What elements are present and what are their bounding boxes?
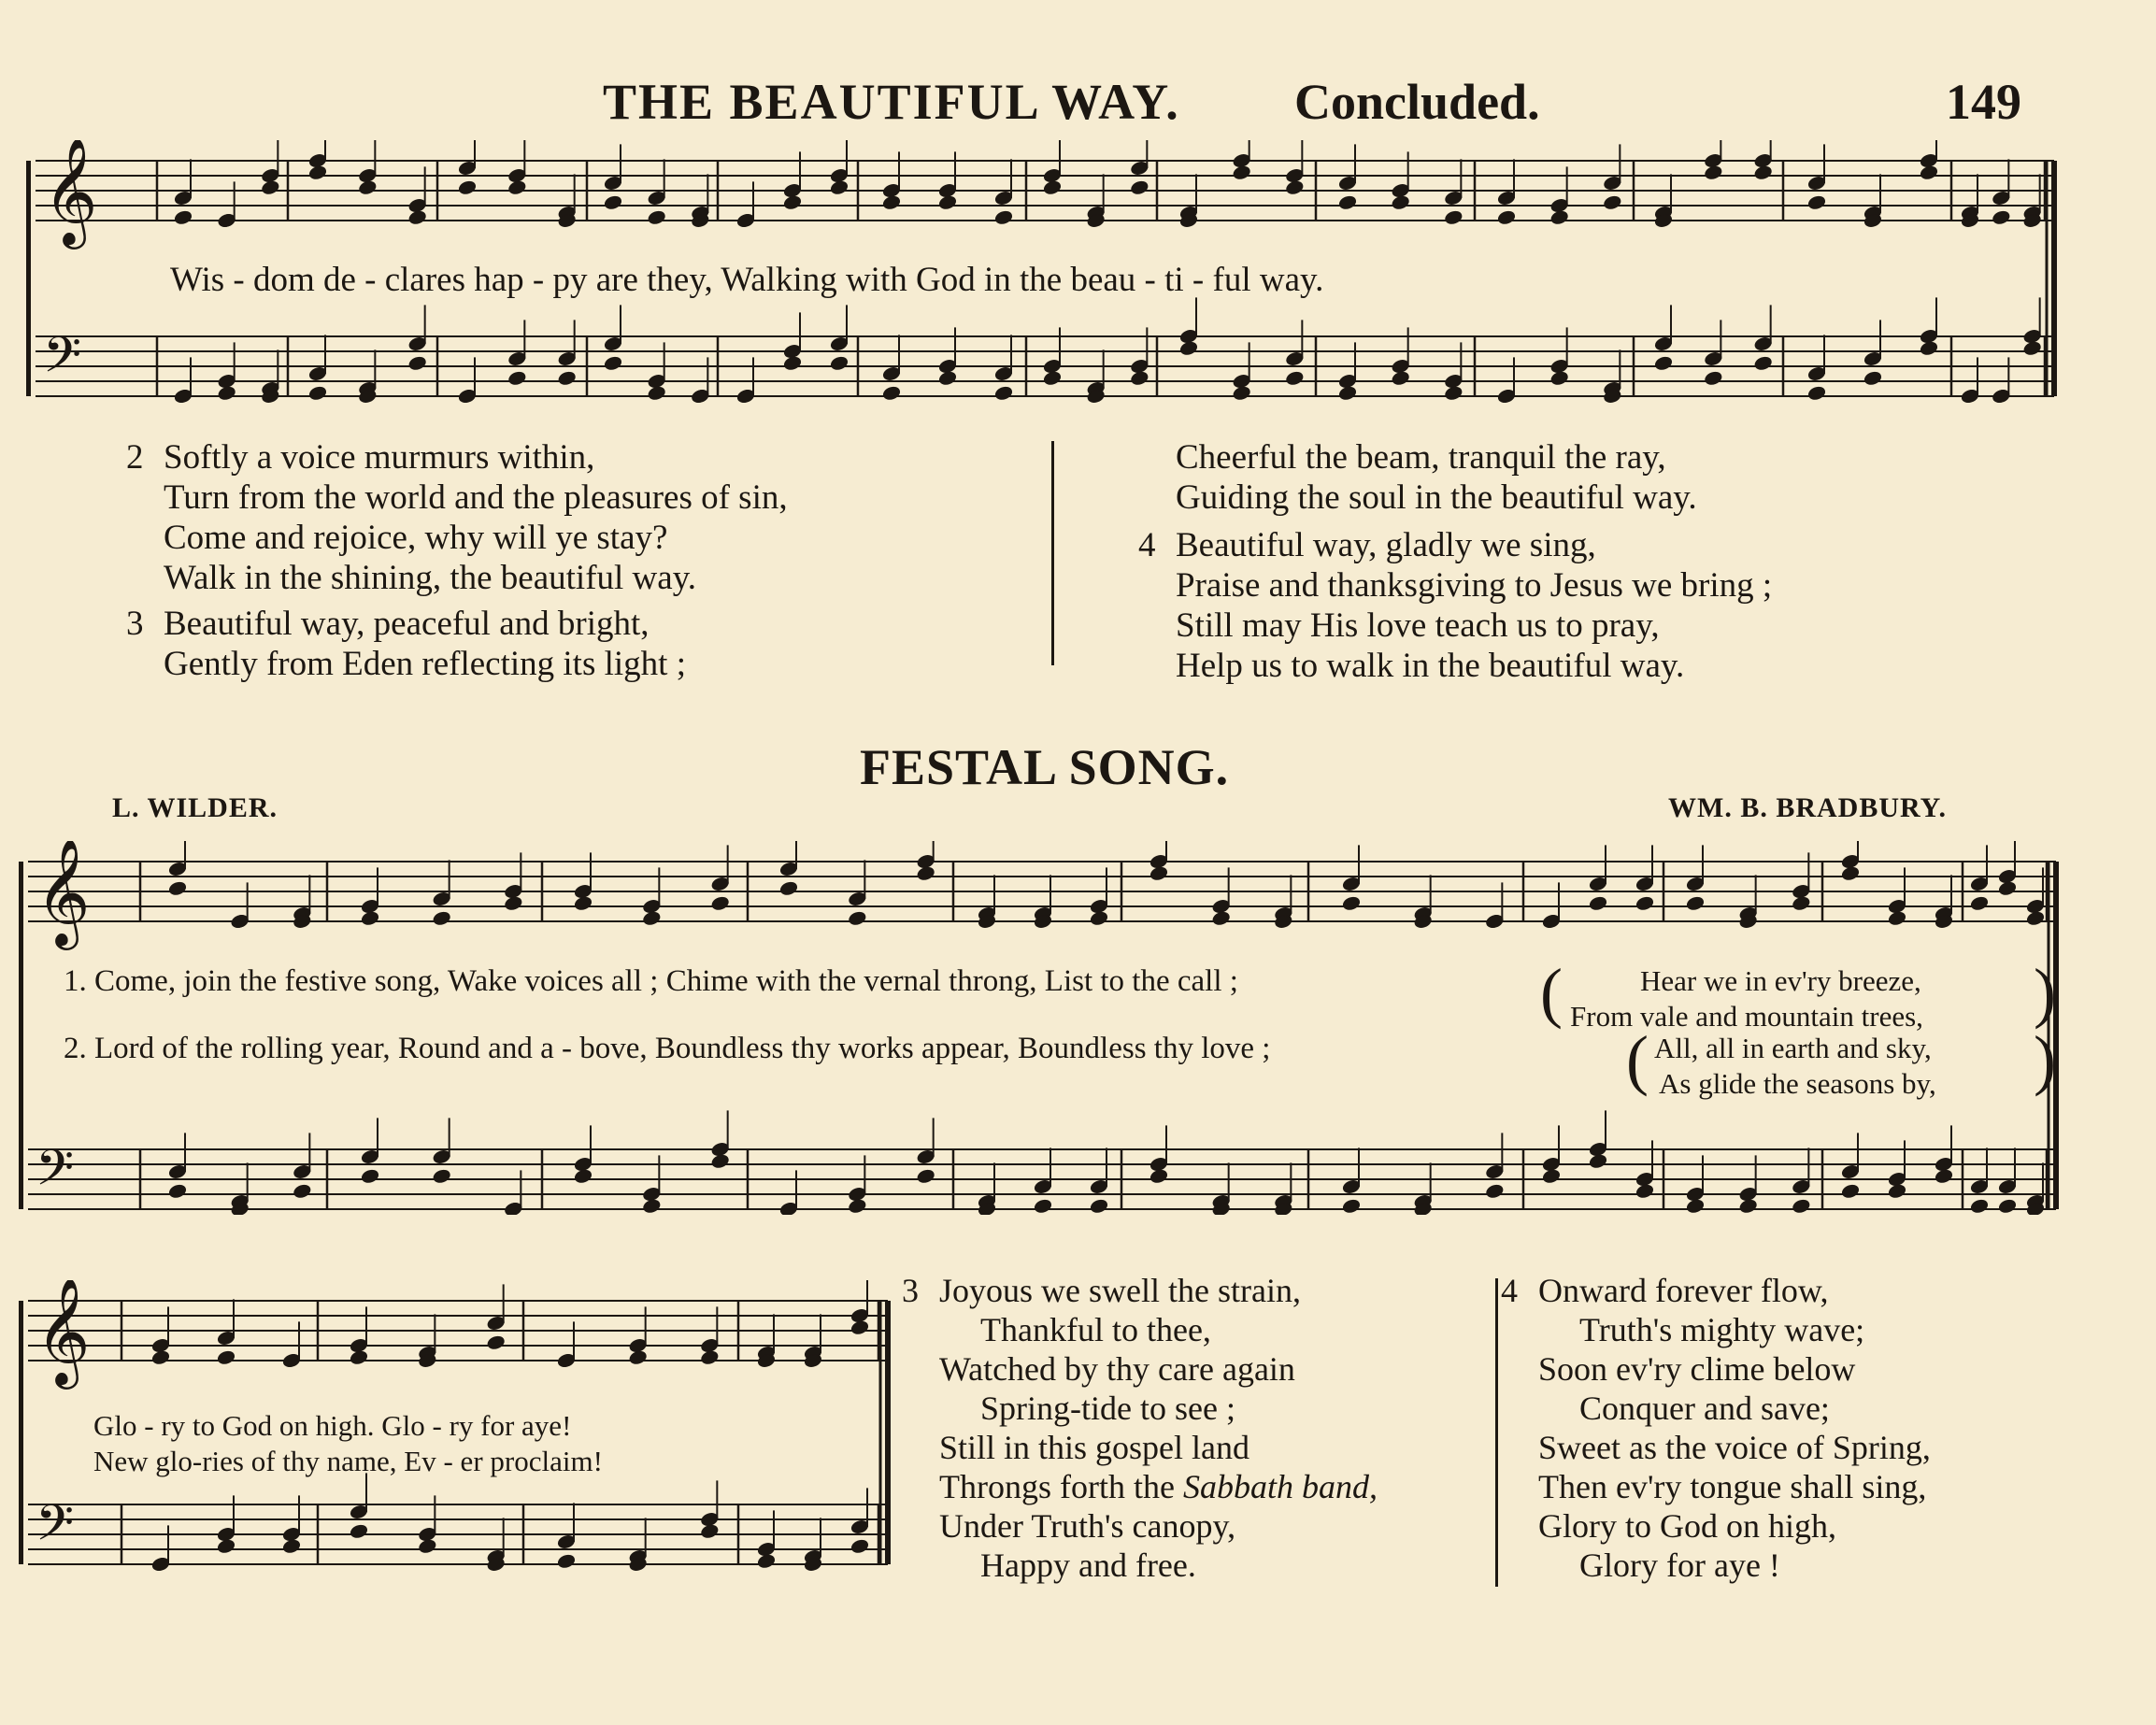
hymn-title: FESTAL SONG. (860, 739, 1230, 795)
note-head (1686, 1198, 1706, 1214)
ending-lyric-line-1: Glo - ry to God on high. Glo - ry for aye! (93, 1409, 572, 1442)
stanza-2-refrain-a: All, all in earth and sky, (1654, 1032, 1932, 1064)
note-head (1034, 1198, 1053, 1214)
verse-number: 3 (902, 1272, 919, 1309)
system-bracket (26, 161, 31, 396)
verse-line: Turn from the world and the pleasures of sin, (164, 478, 788, 517)
note-head (1863, 370, 1883, 386)
verse-line: Come and rejoice, why will ye stay? (164, 519, 668, 557)
page-title: THE BEAUTIFUL WAY. (603, 74, 1180, 130)
stanza-2-refrain-b: As glide the seasons by, (1659, 1067, 1936, 1100)
note-head (1485, 1183, 1505, 1199)
note-head (938, 370, 958, 386)
hymn2-verse-4 (1501, 1271, 1931, 1585)
note-head (361, 910, 380, 926)
note-head (848, 910, 867, 926)
note-head (1704, 370, 1723, 386)
note-head (168, 880, 188, 896)
verse-line: Still in this gospel land (939, 1429, 1250, 1466)
note-head (1807, 385, 1827, 401)
verse-line: Conquer and save; (1579, 1390, 1830, 1427)
note-head (2022, 340, 2042, 356)
verse-number: 4 (1138, 526, 1156, 564)
note-head (1285, 179, 1305, 195)
stanza-1-line (64, 964, 1238, 999)
note-head (1549, 370, 1569, 386)
note-head (710, 1153, 730, 1169)
note-head (757, 1553, 777, 1569)
note-head (628, 1349, 648, 1365)
note-head (168, 1183, 188, 1199)
verse-line: Help us to walk in the beautiful way. (1176, 647, 1685, 685)
column-divider (1051, 441, 1054, 665)
note-head (850, 1538, 870, 1554)
verse-line: Glory to God on high, (1538, 1507, 1836, 1545)
verse-line: Joyous we swell the strain, (939, 1272, 1301, 1309)
note-head (1149, 865, 1169, 881)
verse-line: Soon ev'ry clime below (1538, 1350, 1856, 1388)
note-head (642, 910, 662, 926)
system-bracket (19, 1301, 23, 1564)
verse-number: 2 (126, 438, 144, 477)
note-head (700, 1523, 720, 1539)
note-head (604, 355, 623, 371)
stanza-number: 2. (64, 1032, 87, 1065)
note-head (557, 370, 577, 386)
note-head (1753, 164, 1773, 180)
note-head (1635, 895, 1655, 911)
page-title-suffix: Concluded. (1294, 74, 1540, 130)
hymn2-verse-3 (902, 1271, 1378, 1585)
verse-number: 3 (126, 605, 144, 643)
note-head (293, 1183, 312, 1199)
note-head (1232, 385, 1251, 401)
note-head (1738, 1198, 1758, 1214)
note-head (1888, 910, 1907, 926)
verse-italic-word: Sabbath band, (1182, 1468, 1378, 1505)
note-head (174, 209, 193, 225)
column-divider (1495, 1278, 1498, 1587)
page-number: 149 (1946, 74, 2021, 130)
verse-line: Spring-tide to see ; (980, 1390, 1235, 1427)
note-head (1998, 1198, 2018, 1214)
note-head (1444, 385, 1464, 401)
verse-line: Praise and thanksgiving to Jesus we bring ; (1176, 566, 1773, 605)
verse-line: Walk in the shining, the beautiful way. (164, 559, 697, 597)
note-head (1342, 1198, 1362, 1214)
note-head (830, 179, 850, 195)
verse-line: Under Truth's canopy, (939, 1507, 1236, 1545)
note-head (647, 209, 666, 225)
note-head (938, 194, 958, 210)
brace-open: ( (1540, 955, 1563, 1030)
note-head (1149, 1168, 1169, 1184)
verse-line: Onward forever flow, (1538, 1272, 1829, 1309)
stanza-text: Come, join the festive song, Wake voices all ; Chime with the vernal throng, List to the call ; (94, 964, 1238, 998)
verse-line: Beautiful way, peaceful and bright, (164, 605, 650, 643)
note-head (1211, 910, 1231, 926)
note-head (1043, 370, 1063, 386)
hymn1-verses-right (1138, 437, 1772, 686)
note-head (361, 1168, 380, 1184)
note-head (848, 1198, 867, 1214)
note-head (432, 1168, 451, 1184)
note-head (1992, 209, 2011, 225)
note-head (418, 1538, 437, 1554)
note-head (1130, 179, 1149, 195)
note-head (1497, 209, 1517, 225)
note-head (1841, 865, 1861, 881)
note-head (261, 179, 280, 195)
system-bracket (19, 862, 23, 1209)
verse-line: Beautiful way, gladly we sing, (1176, 526, 1596, 564)
note-head (1998, 880, 2018, 896)
note-head (916, 865, 935, 881)
note-head (507, 179, 527, 195)
note-head (350, 1349, 369, 1365)
bass-clef: 𝄢 (36, 1140, 75, 1209)
note-head (407, 209, 427, 225)
treble-clef: 𝄞 (36, 841, 91, 946)
verse-line: Throngs forth the (939, 1468, 1183, 1505)
note-head (1338, 194, 1358, 210)
note-head (1686, 895, 1706, 911)
verse-line: Gently from Eden reflecting its light ; (164, 645, 686, 683)
note-head (1935, 1168, 1954, 1184)
stanza-text: Lord of the rolling year, Round and a - bove, Boundless thy works appear, Boundless thy love ; (94, 1032, 1271, 1065)
verse-line: Then ev'ry tongue shall sing, (1538, 1468, 1927, 1505)
brace-close: ) (2034, 955, 2056, 1030)
ending-lyric-line-2: New glo-ries of thy name, Ev - er proclaim! (93, 1445, 603, 1477)
note-head (1888, 1183, 1907, 1199)
note-head (830, 355, 850, 371)
treble-clef: 𝄞 (43, 140, 98, 245)
note-head (1920, 164, 1939, 180)
note-head (1444, 209, 1464, 225)
note-head (507, 370, 527, 386)
note-head (1841, 1183, 1861, 1199)
note-head (642, 1198, 662, 1214)
note-head (1090, 1198, 1109, 1214)
note-head (994, 385, 1014, 401)
note-head (916, 1168, 935, 1184)
note-head (783, 355, 803, 371)
treble-clef: 𝄞 (36, 1280, 91, 1385)
hymn1-verses-left (126, 437, 788, 684)
note-head (486, 1334, 506, 1350)
verse-line: Truth's mighty wave; (1579, 1311, 1865, 1348)
note-head (1603, 194, 1622, 210)
note-head (1807, 194, 1827, 210)
note-head (217, 385, 236, 401)
note-head (217, 1538, 236, 1554)
stanza-1-refrain-a: Hear we in ev'ry breeze, (1640, 964, 1921, 997)
note-head (1704, 164, 1723, 180)
note-head (1792, 1198, 1811, 1214)
stanza-number: 1. (64, 964, 87, 998)
note-head (779, 880, 799, 896)
verse-line: Sweet as the voice of Spring, (1538, 1429, 1931, 1466)
note-head (1920, 340, 1939, 356)
note-head (1549, 209, 1569, 225)
note-head (1589, 1153, 1608, 1169)
note-head (432, 910, 451, 926)
note-head (882, 194, 902, 210)
bass-clef: 𝄢 (43, 327, 82, 396)
note-head (1179, 340, 1199, 356)
note-head (407, 355, 427, 371)
note-head (700, 1349, 720, 1365)
note-head (1970, 1198, 1990, 1214)
note-head (557, 1553, 577, 1569)
verse-line: Guiding the soul in the beautiful way. (1176, 478, 1697, 517)
note-head (1542, 1168, 1562, 1184)
note-head (504, 895, 523, 911)
note-head (604, 194, 623, 210)
verse-line: Softly a voice murmurs within, (164, 438, 595, 477)
brace-close: ) (2034, 1022, 2056, 1097)
note-head (1589, 895, 1608, 911)
note-head (1391, 370, 1410, 386)
stanza-2-line (64, 1032, 1270, 1066)
note-head (574, 1168, 593, 1184)
author-credit: L. WILDER. (112, 792, 278, 823)
note-head (1753, 355, 1773, 371)
note-head (1654, 355, 1674, 371)
verse-line: Happy and free. (980, 1547, 1196, 1584)
note-head (1391, 194, 1410, 210)
note-head (1043, 179, 1063, 195)
note-head (1285, 370, 1305, 386)
brace-open: ( (1626, 1022, 1649, 1097)
stanza-1-refrain-b: From vale and mountain trees, (1570, 1000, 1923, 1033)
note-head (358, 179, 378, 195)
note-head (217, 1349, 236, 1365)
verse-number: 4 (1501, 1272, 1518, 1309)
note-head (1635, 1183, 1655, 1199)
note-head (282, 1538, 302, 1554)
note-head (647, 385, 666, 401)
note-head (458, 179, 478, 195)
verse-line: Still may His love teach us to pray, (1176, 606, 1660, 645)
verse-line: Glory for aye ! (1579, 1547, 1780, 1584)
note-head (1338, 385, 1358, 401)
note-head (994, 209, 1014, 225)
note-head (710, 895, 730, 911)
note-head (574, 895, 593, 911)
note-head (2026, 910, 2046, 926)
note-head (1342, 895, 1362, 911)
note-head (882, 385, 902, 401)
note-head (850, 1319, 870, 1335)
note-head (1792, 895, 1811, 911)
verse-line: Watched by thy care again (939, 1350, 1295, 1388)
verse-line: Thankful to thee, (980, 1311, 1211, 1348)
note-head (308, 385, 328, 401)
composer-credit: WM. B. BRADBURY. (1668, 792, 1948, 823)
note-head (1970, 895, 1990, 911)
bass-clef: 𝄢 (36, 1495, 75, 1564)
hymn1-lyric-line: Wis - dom de - clares hap - py are they, Walking with God in the beau - ti - ful way. (170, 261, 1324, 299)
note-head (1130, 370, 1149, 386)
note-head (308, 164, 328, 180)
note-head (1232, 164, 1251, 180)
note-head (1090, 910, 1109, 926)
verse-line: Cheerful the beam, tranquil the ray, (1176, 438, 1666, 477)
note-head (151, 1349, 171, 1365)
note-head (350, 1523, 369, 1539)
note-head (783, 194, 803, 210)
